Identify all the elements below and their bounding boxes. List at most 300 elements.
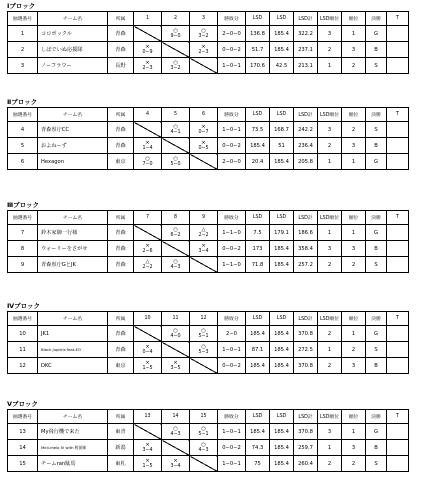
match-mark: × bbox=[201, 43, 206, 50]
self-match-cell bbox=[190, 58, 218, 74]
lsd-rank: 3 bbox=[318, 122, 342, 138]
team-name: Black Jupitris feat.EO bbox=[38, 342, 108, 358]
match-mark: × bbox=[145, 242, 150, 249]
match-result-cell bbox=[134, 342, 162, 358]
self-match-cell bbox=[162, 241, 190, 257]
header-lsd-rank: LSD順位 bbox=[318, 410, 342, 424]
header-final: 決勝 bbox=[366, 312, 387, 326]
block-table bbox=[7, 409, 422, 472]
lsd-value-1: 185.4 bbox=[246, 138, 270, 154]
header-lsd-total: LSD計 bbox=[294, 410, 318, 424]
affiliation: 青森 bbox=[108, 342, 134, 358]
lsd-total: 322.2 bbox=[294, 26, 318, 42]
match-score: 2−2 bbox=[142, 264, 153, 270]
header-lsd1: LSD bbox=[246, 12, 270, 26]
header-draw-number: 抽選番号 bbox=[8, 12, 38, 26]
block-section bbox=[0, 2, 426, 74]
block-title: Ⅱブロック bbox=[7, 98, 38, 106]
match-score: 0−4 bbox=[142, 349, 153, 355]
header-opponent: 5 bbox=[162, 108, 190, 122]
header-row bbox=[8, 312, 422, 326]
header-t: T bbox=[387, 211, 409, 225]
header-team-name: チーム名 bbox=[38, 12, 108, 26]
match-result-cell bbox=[190, 241, 218, 257]
header-opponent: 3 bbox=[190, 12, 218, 26]
match-result-cell bbox=[162, 326, 190, 342]
draw-number: 9 bbox=[8, 257, 38, 273]
header-opponent: 4 bbox=[134, 108, 162, 122]
affiliation: 長野 bbox=[108, 58, 134, 74]
match-score: 1−5 bbox=[142, 463, 153, 469]
win-loss-draw: 0−0−2 bbox=[218, 42, 246, 58]
self-match-cell bbox=[134, 26, 162, 42]
header-opponent: 1 bbox=[134, 12, 162, 26]
lsd-value-1: 73.5 bbox=[246, 122, 270, 138]
win-loss-draw: 1−1−0 bbox=[218, 225, 246, 241]
table-row bbox=[8, 154, 422, 170]
win-loss-draw: 1−0−1 bbox=[218, 456, 246, 472]
header-draw-number: 抽選番号 bbox=[8, 312, 38, 326]
lsd-value-1: 74.3 bbox=[246, 440, 270, 456]
lsd-rank: 1 bbox=[318, 58, 342, 74]
match-mark: × bbox=[145, 359, 150, 366]
final-group: B bbox=[366, 138, 387, 154]
self-match-cell bbox=[134, 326, 162, 342]
affiliation: 新潟 bbox=[108, 440, 134, 456]
lsd-rank: 1 bbox=[318, 342, 342, 358]
self-match-cell bbox=[190, 456, 218, 472]
draw-number: 15 bbox=[8, 456, 38, 472]
lsd-total: 358.4 bbox=[294, 241, 318, 257]
lsd-value-2: 185.4 bbox=[270, 154, 294, 170]
lsd-value-2: 42.5 bbox=[270, 58, 294, 74]
header-record: 勝敗分 bbox=[218, 211, 246, 225]
team-name: チームran駄馬 bbox=[38, 456, 108, 472]
header-lsd1: LSD bbox=[246, 312, 270, 326]
header-opponent: 8 bbox=[162, 211, 190, 225]
self-match-cell bbox=[134, 122, 162, 138]
match-score: 7−0 bbox=[142, 161, 153, 167]
lsd-total: 237.1 bbox=[294, 42, 318, 58]
lsd-rank: 2 bbox=[318, 42, 342, 58]
block-title: Ⅳブロック bbox=[7, 302, 41, 310]
draw-number: 11 bbox=[8, 342, 38, 358]
header-rank: 順位 bbox=[342, 312, 366, 326]
self-match-cell bbox=[190, 154, 218, 170]
header-rank: 順位 bbox=[342, 410, 366, 424]
lsd-rank: 2 bbox=[318, 257, 342, 273]
header-opponent: 7 bbox=[134, 211, 162, 225]
header-draw-number: 抽選番号 bbox=[8, 211, 38, 225]
match-result-cell bbox=[162, 257, 190, 273]
affiliation: 青森 bbox=[108, 326, 134, 342]
t-cell bbox=[387, 326, 409, 342]
match-mark: ○ bbox=[201, 343, 206, 350]
block-title: Ⅲブロック bbox=[7, 201, 40, 209]
lsd-value-1: 185.4 bbox=[246, 326, 270, 342]
match-mark: × bbox=[145, 457, 150, 464]
t-cell bbox=[387, 154, 409, 170]
match-result-cell bbox=[162, 58, 190, 74]
lsd-value-1: 185.4 bbox=[246, 358, 270, 374]
match-mark: × bbox=[173, 457, 178, 464]
lsd-value-2: 185.4 bbox=[270, 342, 294, 358]
team-name: 鈴木家御一行様 bbox=[38, 225, 108, 241]
match-mark: ○ bbox=[201, 441, 206, 448]
match-result-cell bbox=[190, 42, 218, 58]
win-loss-draw: 0−0−2 bbox=[218, 138, 246, 154]
lsd-total: 272.5 bbox=[294, 342, 318, 358]
lsd-value-1: 170.6 bbox=[246, 58, 270, 74]
table-row bbox=[8, 326, 422, 342]
header-team-name: チーム名 bbox=[38, 312, 108, 326]
lsd-value-1: 173 bbox=[246, 241, 270, 257]
affiliation: 東京 bbox=[108, 358, 134, 374]
match-mark: × bbox=[201, 242, 206, 249]
t-cell bbox=[387, 456, 409, 472]
final-group: S bbox=[366, 456, 387, 472]
match-result-cell bbox=[190, 424, 218, 440]
header-final: 決勝 bbox=[366, 410, 387, 424]
t-cell bbox=[387, 138, 409, 154]
match-score: 4−1 bbox=[170, 129, 181, 135]
lsd-value-2: 51 bbox=[270, 138, 294, 154]
rank: 1 bbox=[342, 154, 366, 170]
header-draw-number: 抽選番号 bbox=[8, 410, 38, 424]
match-score: 4−3 bbox=[198, 447, 209, 453]
header-rank: 順位 bbox=[342, 12, 366, 26]
match-mark: ○ bbox=[173, 59, 178, 66]
final-group: G bbox=[366, 225, 387, 241]
match-mark: × bbox=[201, 123, 206, 130]
lsd-total: 186.6 bbox=[294, 225, 318, 241]
header-final: 決勝 bbox=[366, 211, 387, 225]
lsd-rank: 3 bbox=[318, 241, 342, 257]
block-title: Ⅴブロック bbox=[7, 400, 38, 408]
header-lsd1: LSD bbox=[246, 211, 270, 225]
header-affiliation: 所属 bbox=[108, 312, 134, 326]
header-lsd2: LSD bbox=[270, 312, 294, 326]
header-rank: 順位 bbox=[342, 108, 366, 122]
match-score: 5−1 bbox=[198, 431, 209, 437]
lsd-rank: 1 bbox=[318, 225, 342, 241]
affiliation: 東京 bbox=[108, 154, 134, 170]
header-record: 勝敗分 bbox=[218, 312, 246, 326]
match-score: 5−0 bbox=[170, 161, 181, 167]
t-cell bbox=[387, 58, 409, 74]
match-mark: ○ bbox=[173, 258, 178, 265]
table-row bbox=[8, 424, 422, 440]
affiliation: 青森 bbox=[108, 26, 134, 42]
self-match-cell bbox=[134, 424, 162, 440]
t-cell bbox=[387, 225, 409, 241]
match-score: 0−5 bbox=[198, 145, 209, 151]
match-result-cell bbox=[134, 138, 162, 154]
self-match-cell bbox=[162, 138, 190, 154]
affiliation: 東札 bbox=[108, 456, 134, 472]
affiliation: 青森 bbox=[108, 42, 134, 58]
t-cell bbox=[387, 241, 409, 257]
match-score: 6−2 bbox=[170, 232, 181, 238]
rank: 1 bbox=[342, 225, 366, 241]
draw-number: 4 bbox=[8, 122, 38, 138]
lsd-total: 370.8 bbox=[294, 326, 318, 342]
lsd-value-2: 185.4 bbox=[270, 456, 294, 472]
match-score: 2−2 bbox=[198, 232, 209, 238]
match-result-cell bbox=[190, 138, 218, 154]
header-affiliation: 所属 bbox=[108, 108, 134, 122]
t-cell bbox=[387, 42, 409, 58]
match-mark: ○ bbox=[201, 327, 206, 334]
match-score: 2−3 bbox=[198, 49, 209, 55]
header-lsd-rank: LSD順位 bbox=[318, 312, 342, 326]
rank: 1 bbox=[342, 326, 366, 342]
t-cell bbox=[387, 122, 409, 138]
match-mark: ○ bbox=[173, 155, 178, 162]
rank: 3 bbox=[342, 440, 366, 456]
header-team-name: チーム名 bbox=[38, 211, 108, 225]
team-name: 青森県庁CC bbox=[38, 122, 108, 138]
header-lsd-total: LSD計 bbox=[294, 312, 318, 326]
block-section bbox=[0, 400, 426, 472]
header-lsd-total: LSD計 bbox=[294, 12, 318, 26]
final-group: G bbox=[366, 326, 387, 342]
block-table bbox=[7, 11, 422, 74]
match-score: 9−0 bbox=[170, 33, 181, 39]
match-score: 2−6 bbox=[142, 248, 153, 254]
affiliation: 青森 bbox=[108, 138, 134, 154]
lsd-value-1: 185.4 bbox=[246, 424, 270, 440]
lsd-total: 257.2 bbox=[294, 257, 318, 273]
lsd-value-2: 168.7 bbox=[270, 122, 294, 138]
self-match-cell bbox=[134, 225, 162, 241]
win-loss-draw: 0−0−2 bbox=[218, 440, 246, 456]
match-score: 0−9 bbox=[142, 49, 153, 55]
header-affiliation: 所属 bbox=[108, 12, 134, 26]
lsd-rank: 3 bbox=[318, 26, 342, 42]
lsd-value-2: 185.4 bbox=[270, 42, 294, 58]
lsd-rank: 1 bbox=[318, 154, 342, 170]
header-row bbox=[8, 12, 422, 26]
lsd-value-2: 185.4 bbox=[270, 241, 294, 257]
match-mark: ○ bbox=[201, 27, 206, 34]
match-score: 3−5 bbox=[170, 365, 181, 371]
match-mark: × bbox=[145, 139, 150, 146]
match-score: 2−3 bbox=[142, 65, 153, 71]
block-section bbox=[0, 201, 426, 273]
draw-number: 7 bbox=[8, 225, 38, 241]
final-group: B bbox=[366, 440, 387, 456]
header-record: 勝敗分 bbox=[218, 108, 246, 122]
win-loss-draw: 0−0−2 bbox=[218, 358, 246, 374]
lsd-total: 205.8 bbox=[294, 154, 318, 170]
match-score: 0−7 bbox=[198, 129, 209, 135]
table-row bbox=[8, 358, 422, 374]
match-result-cell bbox=[162, 358, 190, 374]
header-opponent: 13 bbox=[134, 410, 162, 424]
match-score: 4−3 bbox=[170, 431, 181, 437]
header-lsd-rank: LSD順位 bbox=[318, 211, 342, 225]
draw-number: 1 bbox=[8, 26, 38, 42]
header-lsd-total: LSD計 bbox=[294, 211, 318, 225]
t-cell bbox=[387, 440, 409, 456]
win-loss-draw: 2−0−0 bbox=[218, 154, 246, 170]
header-row bbox=[8, 410, 422, 424]
match-mark: ○ bbox=[173, 327, 178, 334]
lsd-rank: 2 bbox=[318, 456, 342, 472]
team-name: Hexagon bbox=[38, 154, 108, 170]
t-cell bbox=[387, 26, 409, 42]
block-section bbox=[0, 302, 426, 374]
header-t: T bbox=[387, 410, 409, 424]
team-name: ノーフラワー bbox=[38, 58, 108, 74]
lsd-total: 260.4 bbox=[294, 456, 318, 472]
lsd-value-1: 20.4 bbox=[246, 154, 270, 170]
lsd-value-2: 185.4 bbox=[270, 424, 294, 440]
affiliation: 青森 bbox=[108, 241, 134, 257]
header-affiliation: 所属 bbox=[108, 211, 134, 225]
team-name: Meli-melo Ⅳ with 桜前線 bbox=[38, 440, 108, 456]
rank: 3 bbox=[342, 358, 366, 374]
final-group: S bbox=[366, 342, 387, 358]
lsd-rank: 2 bbox=[318, 358, 342, 374]
lsd-total: 370.8 bbox=[294, 424, 318, 440]
lsd-value-2: 185.4 bbox=[270, 257, 294, 273]
table-row bbox=[8, 257, 422, 273]
win-loss-draw: 1−1−0 bbox=[218, 257, 246, 273]
t-cell bbox=[387, 358, 409, 374]
header-t: T bbox=[387, 312, 409, 326]
match-mark: ○ bbox=[173, 226, 178, 233]
header-opponent: 12 bbox=[190, 312, 218, 326]
draw-number: 6 bbox=[8, 154, 38, 170]
header-final: 決勝 bbox=[366, 108, 387, 122]
header-opponent: 2 bbox=[162, 12, 190, 26]
rank: 3 bbox=[342, 138, 366, 154]
affiliation: 青森 bbox=[108, 225, 134, 241]
lsd-rank: 3 bbox=[318, 424, 342, 440]
t-cell bbox=[387, 424, 409, 440]
rank: 3 bbox=[342, 42, 366, 58]
match-mark: ○ bbox=[173, 425, 178, 432]
win-loss-draw: 1−0−1 bbox=[218, 122, 246, 138]
lsd-value-2: 185.4 bbox=[270, 440, 294, 456]
match-result-cell bbox=[190, 26, 218, 42]
team-name: JK1 bbox=[38, 326, 108, 342]
match-mark: × bbox=[145, 43, 150, 50]
team-name: およねーず bbox=[38, 138, 108, 154]
block-table bbox=[7, 210, 422, 273]
header-row bbox=[8, 211, 422, 225]
affiliation: 東青 bbox=[108, 424, 134, 440]
match-result-cell bbox=[162, 122, 190, 138]
match-result-cell bbox=[134, 440, 162, 456]
draw-number: 10 bbox=[8, 326, 38, 342]
table-row bbox=[8, 241, 422, 257]
header-lsd2: LSD bbox=[270, 108, 294, 122]
lsd-value-1: 7.5 bbox=[246, 225, 270, 241]
header-team-name: チーム名 bbox=[38, 108, 108, 122]
header-record: 勝敗分 bbox=[218, 12, 246, 26]
self-match-cell bbox=[162, 42, 190, 58]
match-score: 1−4 bbox=[142, 145, 153, 151]
draw-number: 12 bbox=[8, 358, 38, 374]
draw-number: 13 bbox=[8, 424, 38, 440]
match-result-cell bbox=[190, 122, 218, 138]
table-row bbox=[8, 342, 422, 358]
table-row bbox=[8, 42, 422, 58]
match-result-cell bbox=[134, 58, 162, 74]
match-mark: × bbox=[145, 441, 150, 448]
t-cell bbox=[387, 342, 409, 358]
lsd-value-2: 185.4 bbox=[270, 326, 294, 342]
match-score: 3−2 bbox=[170, 65, 181, 71]
header-opponent: 14 bbox=[162, 410, 190, 424]
lsd-value-1: 71.8 bbox=[246, 257, 270, 273]
header-opponent: 6 bbox=[190, 108, 218, 122]
table-row bbox=[8, 225, 422, 241]
header-affiliation: 所属 bbox=[108, 410, 134, 424]
win-loss-draw: 1−0−1 bbox=[218, 342, 246, 358]
match-score: 4−0 bbox=[170, 333, 181, 339]
match-score: 4−3 bbox=[170, 264, 181, 270]
self-match-cell bbox=[190, 257, 218, 273]
team-name: My飛行機で来た bbox=[38, 424, 108, 440]
draw-number: 8 bbox=[8, 241, 38, 257]
match-mark: × bbox=[145, 59, 150, 66]
match-result-cell bbox=[190, 326, 218, 342]
header-lsd1: LSD bbox=[246, 410, 270, 424]
block-table bbox=[7, 107, 422, 170]
lsd-total: 242.2 bbox=[294, 122, 318, 138]
header-opponent: 9 bbox=[190, 211, 218, 225]
header-rank: 順位 bbox=[342, 211, 366, 225]
match-score: 3−2 bbox=[198, 33, 209, 39]
match-result-cell bbox=[162, 26, 190, 42]
match-result-cell bbox=[190, 440, 218, 456]
match-mark: × bbox=[201, 139, 206, 146]
header-team-name: チーム名 bbox=[38, 410, 108, 424]
header-draw-number: 抽選番号 bbox=[8, 108, 38, 122]
affiliation: 青森 bbox=[108, 257, 134, 273]
header-opponent: 11 bbox=[162, 312, 190, 326]
header-lsd-rank: LSD順位 bbox=[318, 108, 342, 122]
final-group: S bbox=[366, 122, 387, 138]
header-final: 決勝 bbox=[366, 12, 387, 26]
final-group: G bbox=[366, 424, 387, 440]
rank: 2 bbox=[342, 342, 366, 358]
header-opponent: 15 bbox=[190, 410, 218, 424]
final-group: S bbox=[366, 58, 387, 74]
lsd-value-1: 87.1 bbox=[246, 342, 270, 358]
table-row bbox=[8, 138, 422, 154]
lsd-rank: 2 bbox=[318, 326, 342, 342]
final-group: S bbox=[366, 257, 387, 273]
rank: 1 bbox=[342, 26, 366, 42]
rank: 2 bbox=[342, 58, 366, 74]
match-result-cell bbox=[134, 456, 162, 472]
match-mark: ○ bbox=[145, 155, 150, 162]
final-group: G bbox=[366, 26, 387, 42]
team-name: ウォーリーをさがせ bbox=[38, 241, 108, 257]
match-result-cell bbox=[162, 424, 190, 440]
match-mark: ○ bbox=[201, 425, 206, 432]
team-name: 青森県庁GとJK bbox=[38, 257, 108, 273]
final-group: G bbox=[366, 154, 387, 170]
draw-number: 14 bbox=[8, 440, 38, 456]
team-name: しばでいぬ応援隊 bbox=[38, 42, 108, 58]
table-row bbox=[8, 58, 422, 74]
